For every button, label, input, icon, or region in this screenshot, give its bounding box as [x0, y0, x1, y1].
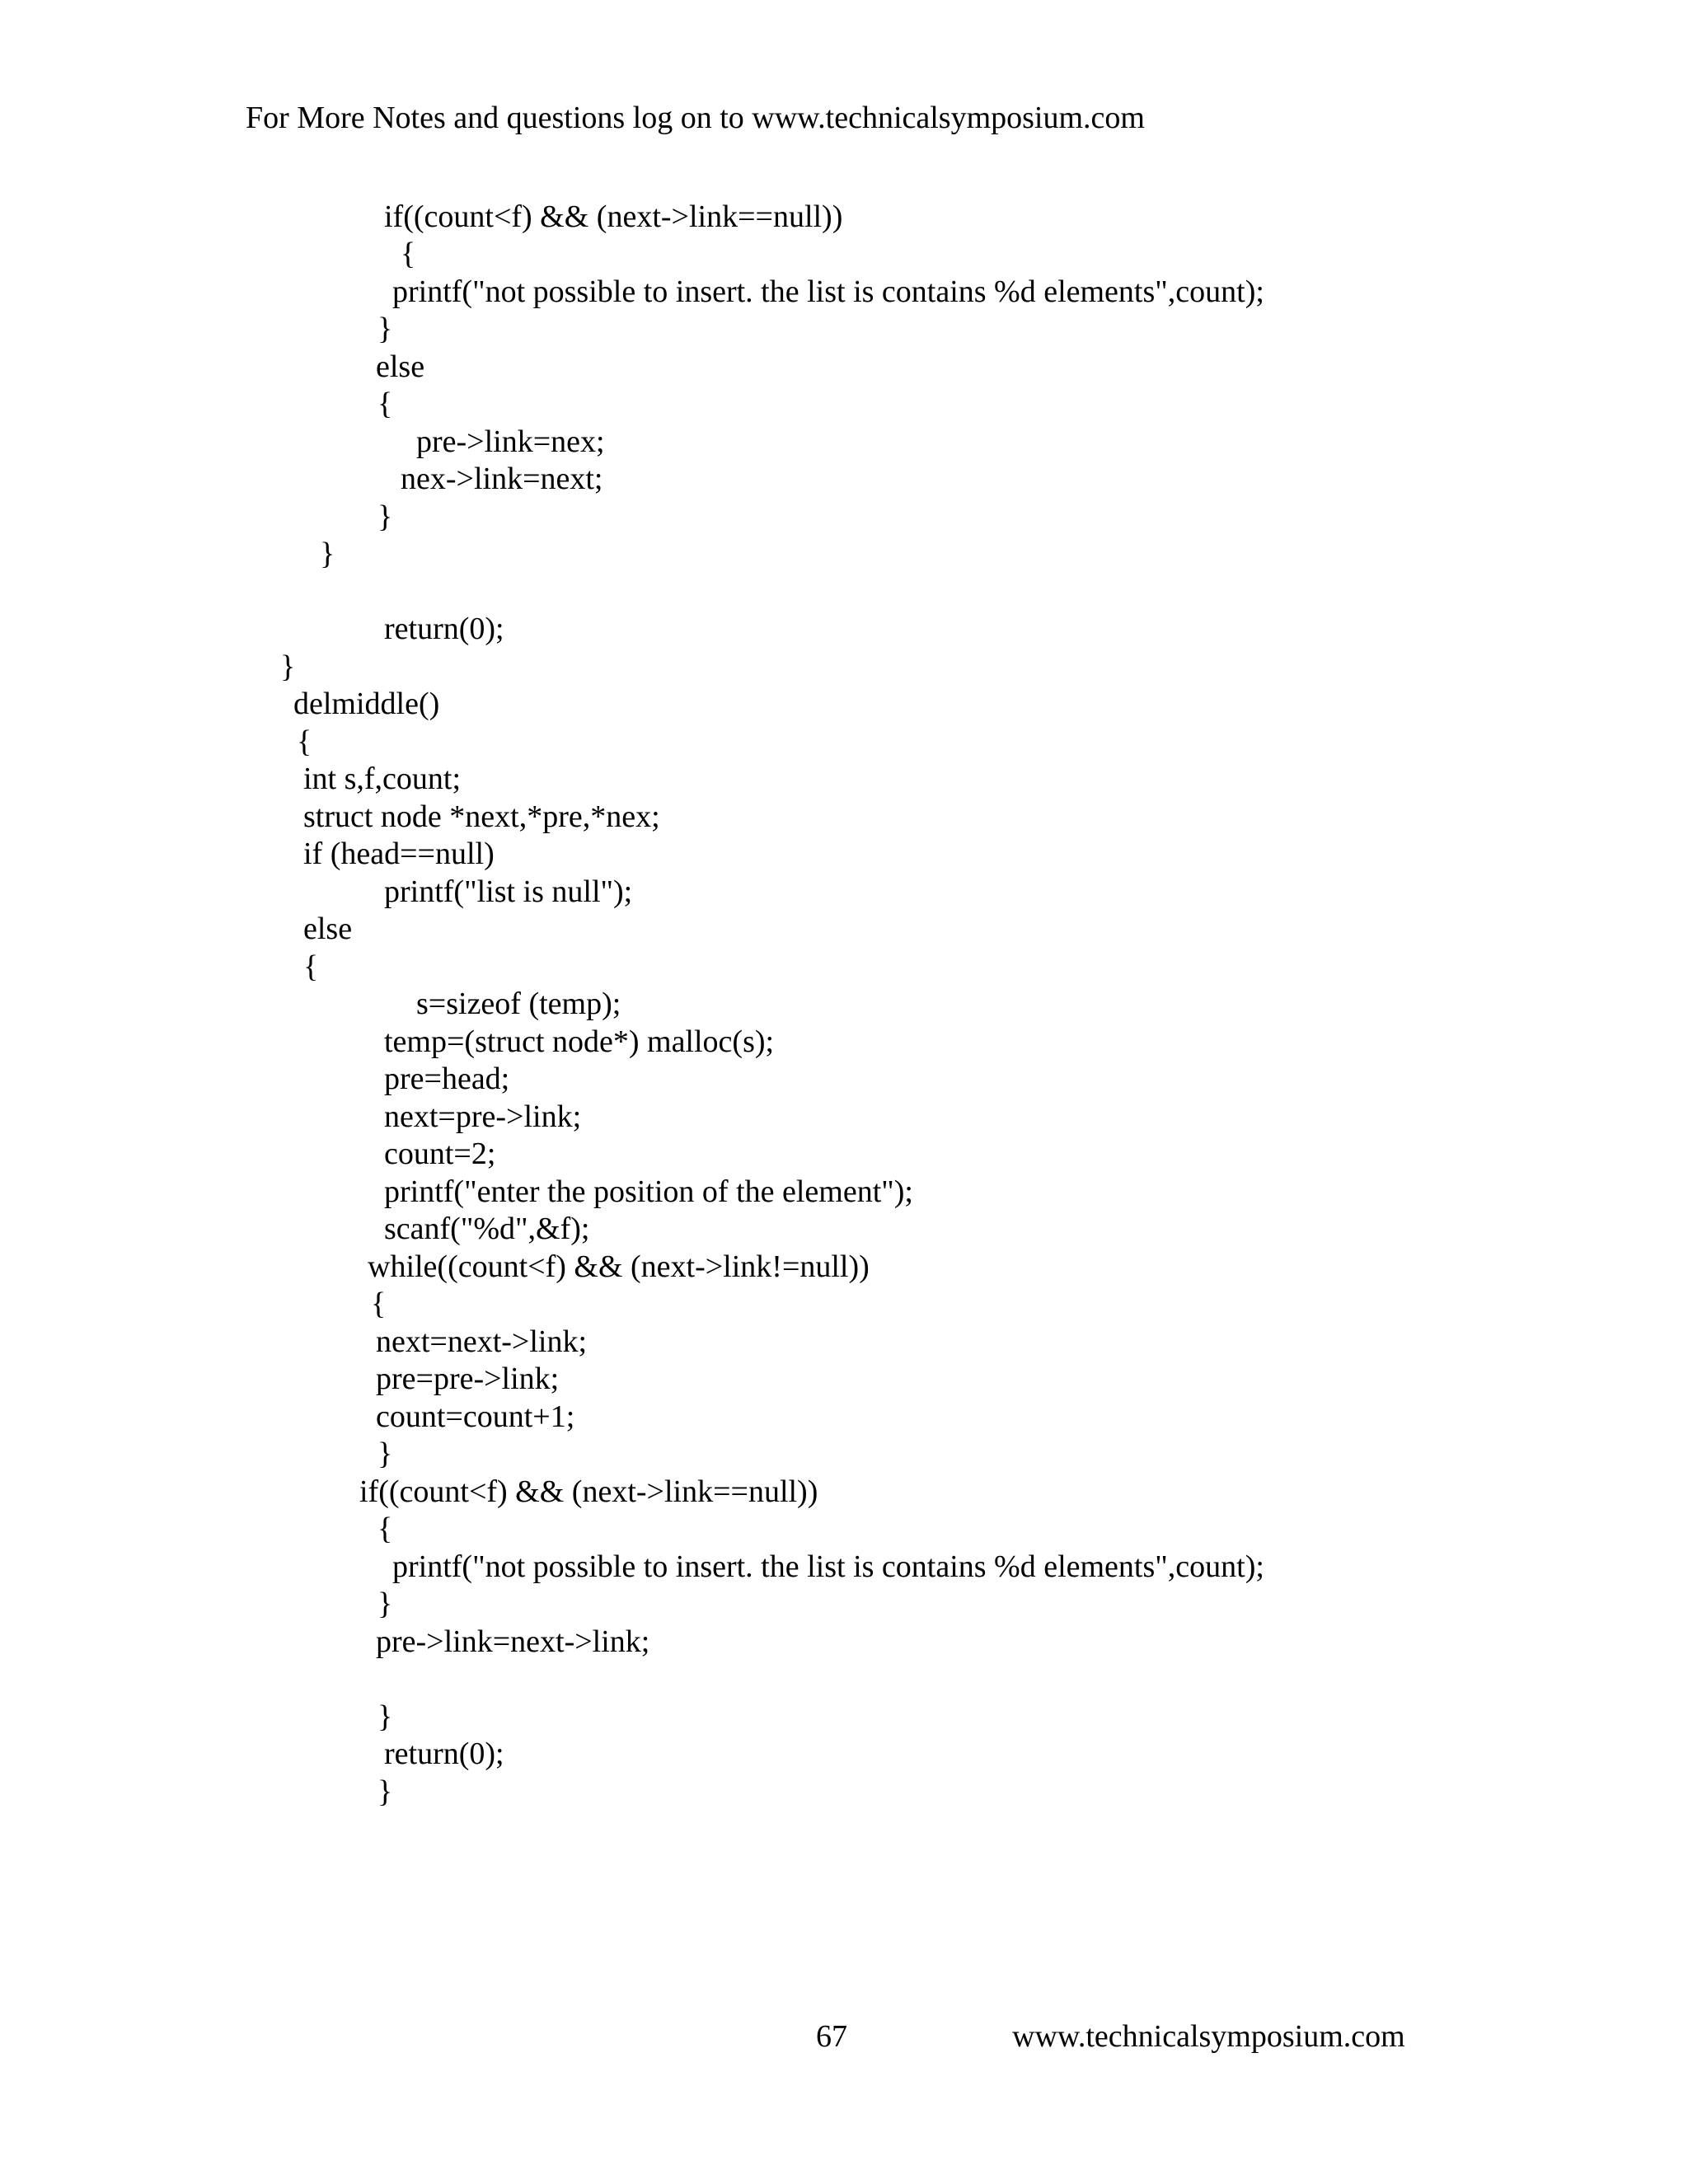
code-line: pre->link=next->link;	[376, 1624, 650, 1659]
code-line: printf("not possible to insert. the list is contains %d elements",count);	[392, 274, 1264, 309]
code-line: }	[377, 1699, 393, 1734]
code-line: else	[376, 349, 425, 384]
code-line: }	[377, 499, 393, 534]
code-line: }	[377, 312, 393, 346]
code-line: count=count+1;	[376, 1399, 575, 1434]
code-line: printf("not possible to insert. the list is contains %d elements",count);	[392, 1549, 1264, 1584]
code-line: return(0);	[384, 1736, 504, 1771]
code-line: if((count<f) && (next->link==null))	[359, 1474, 818, 1509]
footer-url: www.technicalsymposium.com	[1012, 2019, 1405, 2054]
code-line: else	[303, 912, 353, 946]
code-line: int s,f,count;	[303, 762, 462, 796]
code-line: }	[280, 649, 296, 684]
code-line: temp=(struct node*) malloc(s);	[384, 1024, 775, 1059]
code-line: {	[297, 724, 312, 759]
page-header: For More Notes and questions log on to www.technicalsymposium.com	[246, 101, 1145, 135]
code-line: next=next->link;	[376, 1324, 588, 1359]
code-line: {	[377, 1511, 393, 1546]
code-line: }	[377, 1586, 393, 1621]
code-line: delmiddle()	[293, 687, 440, 721]
code-line: while((count<f) && (next->link!=null))	[368, 1249, 870, 1284]
code-line: next=pre->link;	[384, 1099, 582, 1134]
code-line: printf("list is null");	[384, 874, 633, 909]
code-line: return(0);	[384, 612, 504, 646]
code-line: printf("enter the position of the element");	[384, 1174, 913, 1209]
code-line: nex->link=next;	[401, 462, 603, 496]
code-line: {	[371, 1286, 387, 1321]
code-line: struct node *next,*pre,*nex;	[303, 799, 660, 834]
code-line: pre=pre->link;	[376, 1361, 560, 1396]
code-line: count=2;	[384, 1137, 496, 1171]
code-line: }	[377, 1774, 393, 1809]
code-line: if((count<f) && (next->link==null))	[384, 199, 843, 234]
code-line: s=sizeof (temp);	[416, 987, 621, 1021]
code-line: scanf("%d",&f);	[384, 1212, 590, 1246]
code-line: {	[303, 949, 319, 984]
code-line: if (head==null)	[303, 837, 495, 871]
page-number: 67	[816, 2019, 847, 2054]
code-line: {	[377, 387, 393, 421]
code-line: }	[320, 537, 335, 571]
code-line: pre=head;	[384, 1062, 510, 1096]
code-line: }	[377, 1436, 393, 1471]
code-line: {	[401, 237, 416, 271]
code-line: pre->link=nex;	[416, 424, 605, 459]
